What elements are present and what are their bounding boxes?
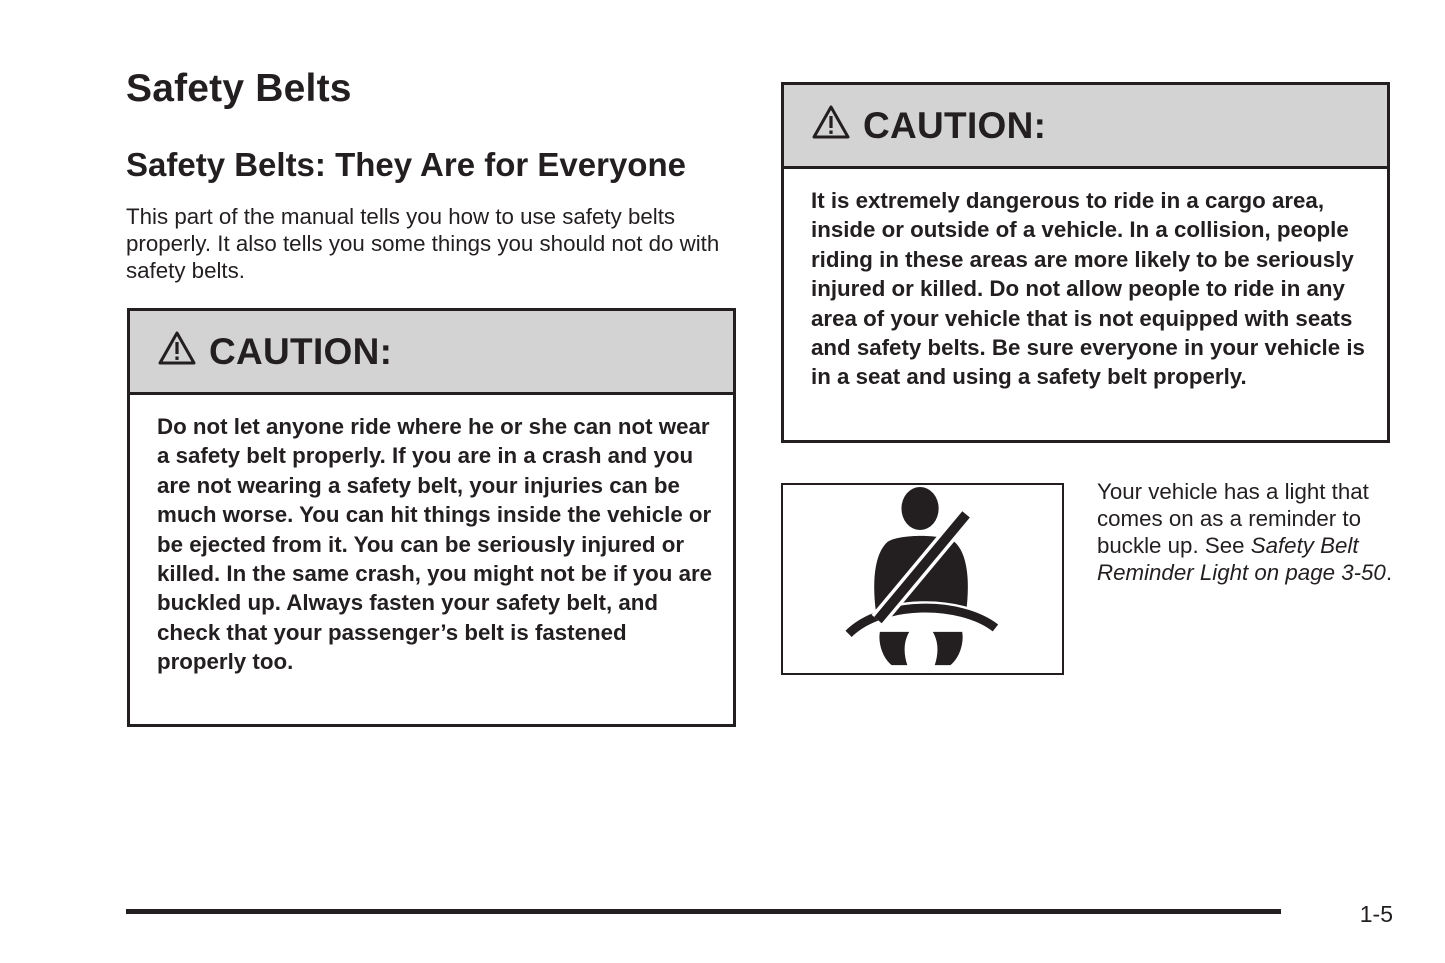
caution-box-cargo-area [781, 82, 1390, 443]
caution-label: CAUTION: [209, 330, 393, 372]
reminder-end: . [1385, 560, 1393, 585]
safety-belt-reminder-figure [781, 483, 1064, 675]
caution-header [130, 311, 733, 395]
warning-triangle-icon [157, 330, 197, 366]
reminder-page-reference: Safety Belt Reminder Light on page 3-50 [1097, 533, 1386, 585]
reminder-light-paragraph [1097, 478, 1397, 586]
footer-rule [126, 909, 1281, 914]
intro-paragraph: This part of the manual tells you how to use safety belts properly. It also tells you some things you should not do with safety belts. [126, 204, 720, 283]
caution-header [784, 85, 1387, 169]
section-title: Safety Belts [126, 67, 352, 110]
subsection-title: Safety Belts: They Are for Everyone [126, 146, 686, 183]
warning-triangle-icon [811, 104, 851, 140]
caution-text: It is extremely dangerous to ride in a cargo area, inside or outside of a vehicle. In a collision, people riding in these areas are more likely to be seriously injured or killed. Do not allow people to ride in any area of your vehicle that is not equipped with seats and safety belts. Be sure everyone in your vehicle is in a seat and using a safety belt properly. [811, 188, 1365, 390]
page-number: 1-5 [1359, 901, 1393, 927]
caution-text: Do not let anyone ride where he or she can not wear a safety belt properly. If you are in a crash and you are not wearing a safety belt, your injuries can be much worse. You can hit things inside the vehicle or be ejected from it. You can be seriously injured or killed. In the same crash, you might not be if you are buckled up. Always fasten your safety belt, and check that your passenger’s belt is fastened properly too. [157, 414, 713, 675]
safety-belt-reminder-icon [783, 485, 1062, 673]
reminder-text: Your vehicle has a light that comes on as a reminder to buckle up. See [1097, 479, 1369, 558]
caution-label: CAUTION: [863, 104, 1047, 146]
caution-box-ride-position [127, 308, 736, 727]
